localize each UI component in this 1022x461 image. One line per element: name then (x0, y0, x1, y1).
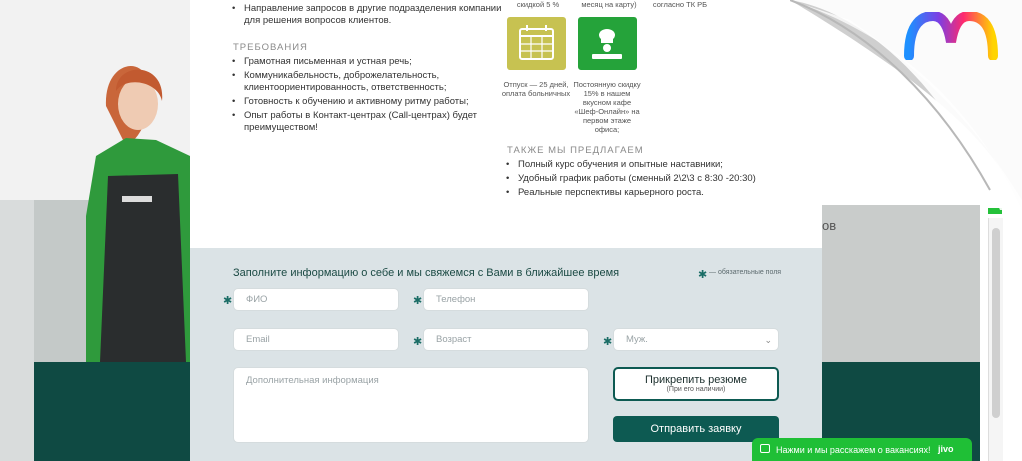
chat-widget[interactable] (752, 438, 972, 461)
required-star: ✱ (698, 269, 708, 281)
list-item: • Готовность к обучению и активному ритму работы; (232, 96, 502, 108)
benefit-caption: месяц на карту) (581, 0, 637, 9)
additional-info-textarea[interactable]: Дополнительная информация (233, 367, 589, 443)
calendar-icon (507, 17, 566, 70)
logo (903, 12, 999, 60)
fio-input[interactable]: ФИО (233, 288, 399, 311)
list-item: • Полный курс обучения и опытные наставники; (506, 159, 806, 171)
benefit-caption: скидкой 5 % (516, 0, 560, 9)
chevron-down-icon: ⌄ (764, 335, 772, 345)
list-item: • Опыт работы в Контакт-центрах (Call-центрах) будет преимуществом! (232, 110, 502, 134)
chat-text: Нажми и мы расскажем о вакансиях! (776, 445, 931, 455)
benefit-vacation (507, 17, 566, 70)
required-star: ✱ (413, 336, 423, 348)
age-input[interactable]: Возраст (423, 328, 589, 351)
attach-resume-sublabel: (При его наличии) (666, 386, 726, 393)
chat-icon (760, 444, 770, 453)
application-form (190, 248, 822, 461)
benefit-cafe (578, 17, 637, 70)
benefit-vacation-caption: Отпуск — 25 дней, оплата больничных (501, 80, 571, 98)
extra-title: ТАКЖЕ МЫ ПРЕДЛАГАЕМ (507, 145, 644, 156)
gender-select-value: Муж. (626, 334, 648, 345)
attach-resume-button[interactable] (613, 367, 779, 401)
phone-input[interactable]: Телефон (423, 288, 589, 311)
list-item: • Направление запросов в другие подразделения компании для решения вопросов клиентов. (232, 3, 502, 27)
submit-button[interactable]: Отправить заявку (613, 416, 779, 442)
list-item: • Удобный график работы (сменный 2\2\3 с 8:30 -20:30) (506, 173, 806, 185)
required-star: ✱ (413, 295, 423, 307)
top-list (232, 3, 502, 29)
required-star: ✱ (223, 295, 233, 307)
list-item: • Грамотная письменная и устная речь; (232, 56, 502, 68)
chef-online-logo (578, 17, 637, 70)
left-background (0, 0, 190, 461)
list-item: • Реальные перспективы карьерного роста. (506, 187, 806, 199)
gender-select[interactable] (613, 328, 779, 351)
attach-resume-label: Прикрепить резюме (645, 374, 747, 386)
benefit-cafe-caption: Постоянную скидку 15% в нашем вкусном кафе «Шеф-Онлайн» на первом этаже офиса; (573, 80, 641, 134)
email-input[interactable]: Email (233, 328, 399, 351)
form-title: Заполните информацию о себе и мы свяжемся с Вами в ближайшее время (233, 267, 620, 279)
scrollbar[interactable] (988, 218, 1003, 461)
background-text: ов (822, 218, 837, 233)
requirements-list (232, 56, 502, 136)
chat-brand: jivo (938, 444, 954, 454)
required-star: ✱ (603, 336, 613, 348)
benefit-caption: согласно ТК РБ (652, 0, 708, 9)
list-item: • Коммуникабельность, доброжелательность, клиентоориентированность, ответственность; (232, 70, 502, 94)
required-note: — обязательные поля (709, 269, 782, 276)
requirements-title: ТРЕБОВАНИЯ (233, 42, 308, 53)
employee-photo (86, 46, 190, 362)
extra-list (506, 159, 806, 201)
